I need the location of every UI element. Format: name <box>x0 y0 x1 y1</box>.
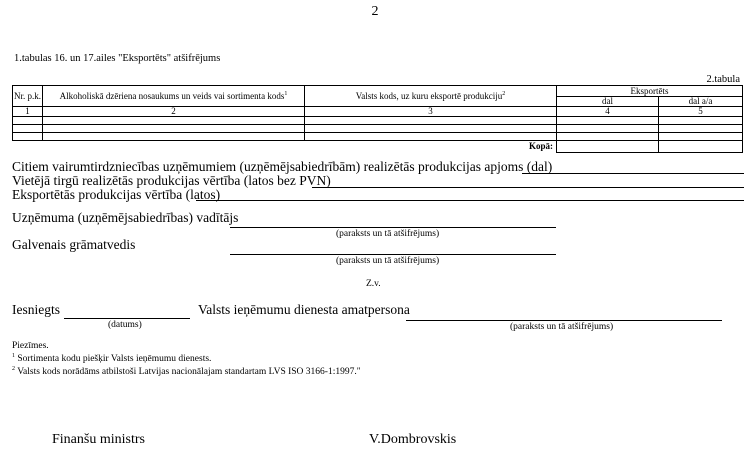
table-cell <box>557 133 659 141</box>
note-1: $^1$ Sortimenta kodu piešķir Valsts ieņēmumu dienests. <box>12 353 212 364</box>
table-cell <box>659 117 743 125</box>
other-traders-label: Citiem vairumtirdzniecības uzņēmumiem (uzņēmējsabiedrībām) realizētās produkcijas apjoms (dal) <box>12 159 553 174</box>
table-cell <box>43 125 305 133</box>
total-dal-cell <box>557 141 659 153</box>
table-cell <box>305 133 557 141</box>
table-cell <box>43 133 305 141</box>
table-cell <box>305 117 557 125</box>
header-dal: dal <box>557 97 659 107</box>
submitted-label: Iesniegts <box>12 302 60 317</box>
submitted-date-field[interactable] <box>64 318 190 319</box>
table-cell <box>659 125 743 133</box>
other-traders-field[interactable] <box>522 173 744 174</box>
note-2: $^2$ Valsts kods norādāms atbilstoši Latvijas nacionālajam standartam LVS ISO 3166-1:1997." <box>12 366 361 377</box>
domestic-value-field[interactable] <box>312 187 744 188</box>
header-exported: Eksportēts <box>557 86 743 97</box>
accountant-label: Galvenais grāmatvedis <box>12 237 136 252</box>
manager-signature-note: (paraksts un tā atšifrējums) <box>336 229 440 239</box>
accountant-signature-note: (paraksts un tā atšifrējums) <box>336 256 440 266</box>
stamp-place: Z.v. <box>366 279 381 289</box>
export-value-label: Eksportētās produkcijas vērtība (latos) <box>12 187 221 202</box>
domestic-value-label: Vietējā tirgū realizētās produkcijas vērtība (latos bez PVN) <box>12 173 331 188</box>
column-number-row <box>13 107 743 117</box>
export-value-field[interactable] <box>196 200 744 201</box>
table-caption: 1.tabulas 16. un 17.ailes "Eksportēts" atšifrējums <box>14 53 221 64</box>
header-dal-aa: dal a/a <box>659 97 743 107</box>
column-number: 2 <box>43 107 305 117</box>
notes-title: Piezīmes. <box>12 341 49 351</box>
table-cell <box>13 133 43 141</box>
table-number: 2.tabula <box>706 74 740 85</box>
table-cell <box>659 133 743 141</box>
column-number: 5 <box>659 107 743 117</box>
table-cell <box>13 117 43 125</box>
export-breakdown-table <box>12 85 743 153</box>
table-cell <box>557 117 659 125</box>
table-row <box>13 117 743 125</box>
header-nr: Nr. p.k. <box>13 86 43 107</box>
accountant-signature-field[interactable] <box>230 254 556 255</box>
date-note: (datums) <box>108 320 142 330</box>
header-name: Alkoholiskā dzēriena nosaukums un veids vai sortimenta kods$^1$ <box>43 86 305 107</box>
table-row <box>13 133 743 141</box>
srs-signature-note: (paraksts un tā atšifrējums) <box>510 322 614 332</box>
table-cell <box>43 117 305 125</box>
table-cell <box>557 125 659 133</box>
column-number: 4 <box>557 107 659 117</box>
srs-official-label: Valsts ieņēmumu dienesta amatpersona <box>198 302 410 317</box>
minister-name: V.Dombrovskis <box>369 432 457 447</box>
total-row <box>13 141 743 153</box>
page-number: 2 <box>371 4 379 19</box>
manager-label: Uzņēmuma (uzņēmējsabiedrības) vadītājs <box>12 210 239 225</box>
header-country-code: Valsts kods, uz kuru eksportē produkciju$^2$ <box>305 86 557 107</box>
total-dal-aa-cell <box>659 141 743 153</box>
minister-title: Finanšu ministrs <box>52 432 145 447</box>
column-number: 3 <box>305 107 557 117</box>
total-label: Kopā: <box>305 141 557 153</box>
table-cell <box>13 125 43 133</box>
table-cell <box>305 125 557 133</box>
manager-signature-field[interactable] <box>230 227 556 228</box>
table-row <box>13 125 743 133</box>
srs-official-signature-field[interactable] <box>406 320 722 321</box>
column-number: 1 <box>13 107 43 117</box>
